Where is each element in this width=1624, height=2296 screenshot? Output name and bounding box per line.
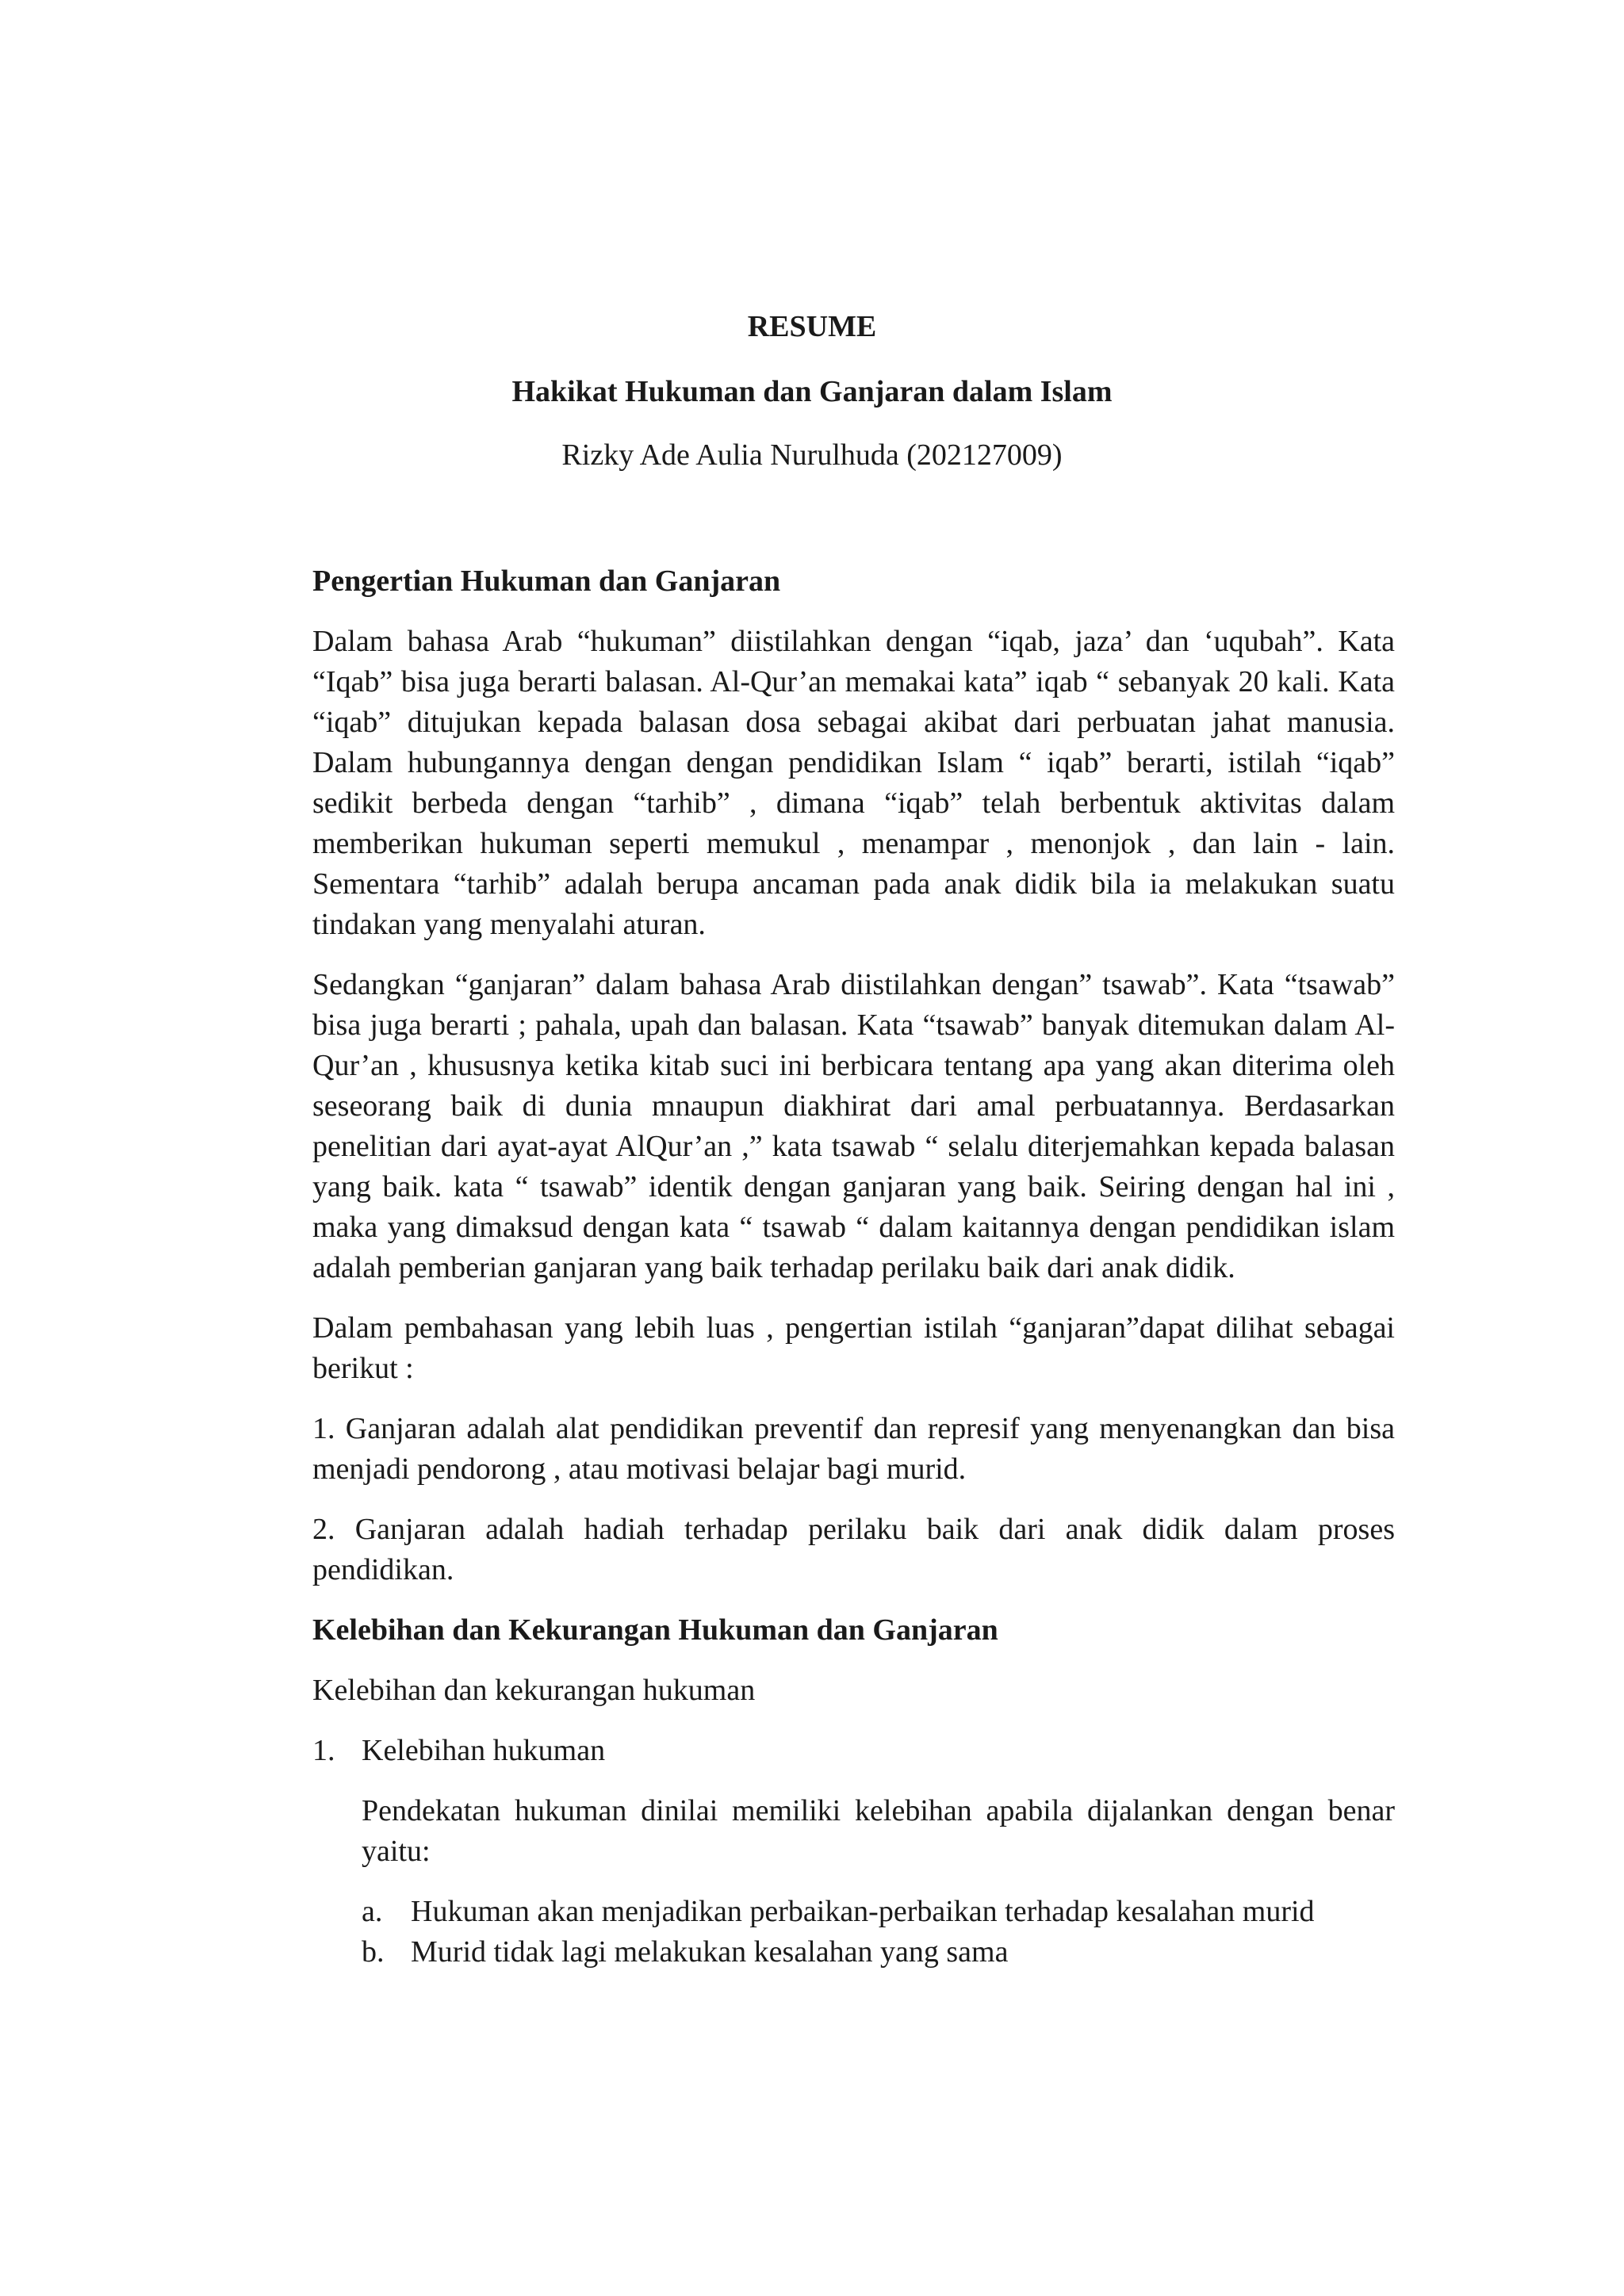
section-heading-pengertian: Pengertian Hukuman dan Ganjaran bbox=[312, 564, 781, 598]
list-item-kelebihan-hukuman bbox=[312, 1731, 1395, 1771]
sub-list-letter: b. bbox=[362, 1935, 385, 1969]
section-heading-kelebihan: Kelebihan dan Kekurangan Hukuman dan Ganjaran bbox=[312, 1613, 998, 1647]
sub-list-text: Hukuman akan menjadikan perbaikan-perbaikan terhadap kesalahan murid bbox=[411, 1895, 1315, 1928]
document-title: RESUME bbox=[747, 310, 877, 343]
sub-list-text: Murid tidak lagi melakukan kesalahan yang sama bbox=[411, 1935, 1009, 1969]
list-label: Kelebihan hukuman bbox=[362, 1734, 606, 1767]
paragraph-pembahasan: Dalam pembahasan yang lebih luas , pengertian istilah “ganjaran”dapat dilihat sebagai berikut : bbox=[312, 1311, 1395, 1385]
paragraph-point-2: 2. Ganjaran adalah hadiah terhadap perilaku baik dari anak didik dalam proses pendidikan. bbox=[312, 1513, 1395, 1586]
document-body bbox=[312, 561, 1395, 1973]
author-line: Rizky Ade Aulia Nurulhuda (202127009) bbox=[561, 438, 1063, 472]
paragraph-hukuman: Dalam bahasa Arab “hukuman” diistilahkan dengan “iqab, jaza’ dan ‘uqubah”. Kata “Iqab” bisa juga berarti balasan. Al-Qur’an memakai kata” iqab “ sebanyak 20 kali. Kata “iqab” ditujukan kepada balasan dosa sebagai akibat dari perbuatan jahat manusia. Dalam hubungannya dengan dengan pendidikan Islam “ iqab” berarti, istilah “iqab” sedikit berbeda dengan “tarhib” , dimana “iqab” telah berbentuk aktivitas dalam memberikan hukuman seperti memukul , menampar , menonjok , dan lain - lain. Sementara “tarhib” adalah berupa ancaman pada anak didik bila ia melakukan suatu tindakan yang menyalahi aturan. bbox=[312, 625, 1395, 941]
section-intro: Kelebihan dan kekurangan hukuman bbox=[312, 1674, 756, 1707]
sub-list bbox=[362, 1892, 1395, 1973]
list-item-description: Pendekatan hukuman dinilai memiliki kelebihan apabila dijalankan dengan benar yaitu: bbox=[362, 1794, 1395, 1868]
sub-list-item bbox=[362, 1932, 1395, 1973]
sub-list-item bbox=[362, 1892, 1395, 1932]
paragraph-point-1: 1. Ganjaran adalah alat pendidikan preventif dan represif yang menyenangkan dan bisa menjadi pendorong , atau motivasi belajar bagi murid. bbox=[312, 1412, 1395, 1486]
list-number: 1. bbox=[312, 1734, 335, 1767]
document-subtitle: Hakikat Hukuman dan Ganjaran dalam Islam bbox=[511, 375, 1113, 408]
sub-list-letter: a. bbox=[362, 1895, 383, 1928]
paragraph-ganjaran: Sedangkan “ganjaran” dalam bahasa Arab diistilahkan dengan” tsawab”. Kata “tsawab” bisa juga berarti ; pahala, upah dan balasan. Kata “tsawab” banyak ditemukan dalam Al-Qur’an , khususnya ketika kitab suci ini berbicara tentang apa yang akan diterima oleh seseorang baik di dunia mnaupun diakhirat dari amal perbuatannya. Berdasarkan penelitian dari ayat-ayat AlQur’an ,” kata tsawab “ selalu diterjemahkan kepada balasan yang baik. kata “ tsawab” identik dengan ganjaran yang baik. Seiring dengan hal ini , maka yang dimaksud dengan kata “ tsawab “ dalam kaitannya dengan pendidikan islam adalah pemberian ganjaran yang baik terhadap perilaku baik dari anak didik. bbox=[312, 968, 1395, 1284]
